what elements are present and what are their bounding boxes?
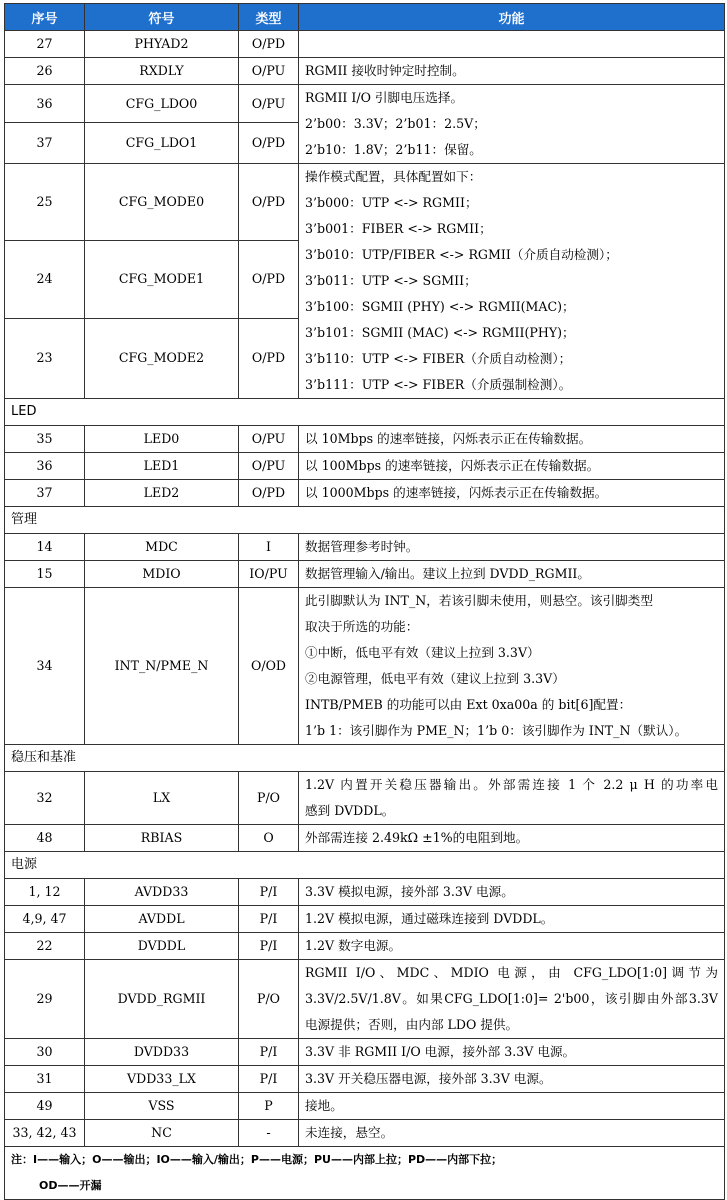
- pin-symbol: CFG_MODE2: [85, 318, 239, 398]
- pin-function-mode: [299, 164, 725, 399]
- pin-number: 25: [5, 164, 85, 241]
- pin-number: 37: [5, 480, 85, 507]
- pin-number: 15: [5, 561, 85, 588]
- table-row: [5, 164, 725, 241]
- pin-number: 27: [5, 31, 85, 58]
- function-line: 3’b110：UTP <-> FIBER（介质自动检测）；: [305, 351, 572, 366]
- function-line: 3’b111：UTP <-> FIBER（介质强制检测）。: [305, 377, 572, 392]
- function-line: 取决于所选的功能：: [305, 619, 419, 634]
- pin-symbol: CFG_LDO1: [85, 123, 239, 164]
- table-row: [5, 561, 725, 588]
- pin-type: O/PD: [239, 31, 299, 58]
- note-line: OD——开漏: [39, 1179, 102, 1192]
- section-title: 稳压和基准: [5, 745, 725, 772]
- pin-type: IO/PU: [239, 561, 299, 588]
- pin-symbol: MDC: [85, 534, 239, 561]
- pin-type: O/PD: [239, 241, 299, 318]
- function-line: 2’b00：3.3V；2’b01：2.5V；: [305, 116, 486, 131]
- function-line: ②电源管理，低电平有效（建议上拉到 3.3V）: [305, 671, 565, 686]
- pin-description-table-wrapper: [4, 3, 724, 1200]
- function-line: 3’b100：SGMII (PHY) <-> RGMII(MAC)；: [305, 299, 575, 314]
- pin-type: P/O: [239, 772, 299, 825]
- pin-function-ldo: [299, 85, 725, 164]
- note-row: [5, 1147, 725, 1200]
- table-header-row: [5, 4, 725, 31]
- pin-function: RGMII 接收时钟定时控制。: [299, 58, 725, 85]
- pin-symbol: LED1: [85, 453, 239, 480]
- pin-function-lx: [299, 772, 725, 825]
- pin-symbol: AVDDL: [85, 906, 239, 933]
- pin-function: 以 1000Mbps 的速率链接，闪烁表示正在传输数据。: [299, 480, 725, 507]
- header-type: 类型: [239, 4, 299, 31]
- table-row: [5, 1066, 725, 1093]
- pin-type: P/I: [239, 1039, 299, 1066]
- pin-symbol: MDIO: [85, 561, 239, 588]
- table-row: [5, 31, 725, 58]
- table-row: [5, 906, 725, 933]
- pin-symbol: PHYAD2: [85, 31, 239, 58]
- section-title: 电源: [5, 852, 725, 879]
- pin-type: O/PU: [239, 58, 299, 85]
- function-line: INTB/PMEB 的功能可以由 Ext 0xa00a 的 bit[6]配置：: [305, 697, 632, 712]
- function-line: 操作模式配置，具体配置如下：: [305, 169, 482, 184]
- table-row: [5, 588, 725, 745]
- pin-number: 26: [5, 58, 85, 85]
- function-line: 1’b 1：该引脚作为 PME_N；1’b 0：该引脚作为 INT_N（默认）。: [305, 723, 688, 738]
- table-row: [5, 825, 725, 852]
- function-line: 此引脚默认为 INT_N，若该引脚未使用，则悬空。该引脚类型: [305, 593, 653, 608]
- pin-symbol: LX: [85, 772, 239, 825]
- pin-type: O/PD: [239, 164, 299, 241]
- section-row-regulator: [5, 745, 725, 772]
- pin-number: 31: [5, 1066, 85, 1093]
- function-line: ①中断，低电平有效（建议上拉到 3.3V）: [305, 645, 540, 660]
- header-function: 功能: [299, 4, 725, 31]
- pin-number: 35: [5, 426, 85, 453]
- function-line: RGMII I/O 引脚电压选择。: [305, 90, 464, 105]
- pin-number: 22: [5, 933, 85, 960]
- pin-number: 37: [5, 123, 85, 164]
- pin-symbol: VDD33_LX: [85, 1066, 239, 1093]
- pin-type: O/OD: [239, 588, 299, 745]
- pin-function: 数据管理参考时钟。: [299, 534, 725, 561]
- pin-type: O/PD: [239, 318, 299, 398]
- pin-symbol: DVDDL: [85, 933, 239, 960]
- pin-symbol: NC: [85, 1120, 239, 1147]
- pin-type: -: [239, 1120, 299, 1147]
- pin-function: 数据管理输入/输出。建议上拉到 DVDD_RGMII。: [299, 561, 725, 588]
- pin-function: 1.2V 数字电源。: [299, 933, 725, 960]
- note-line: 注：I——输入；O——输出；IO——输入/输出；P——电源；PU——内部上拉；PD——内部下拉；: [11, 1153, 503, 1166]
- function-line: 3’b011：UTP <-> SGMII；: [305, 273, 477, 288]
- pin-function: 以 10Mbps 的速率链接，闪烁表示正在传输数据。: [299, 426, 725, 453]
- pin-number: 29: [5, 960, 85, 1039]
- pin-function: [299, 31, 725, 58]
- function-line: 3’b101：SGMII (MAC) <-> RGMII(PHY)；: [305, 325, 575, 340]
- table-row: [5, 480, 725, 507]
- pin-symbol: DVDD_RGMII: [85, 960, 239, 1039]
- pin-symbol: CFG_MODE0: [85, 164, 239, 241]
- pin-function: 以 100Mbps 的速率链接，闪烁表示正在传输数据。: [299, 453, 725, 480]
- pin-type: O: [239, 825, 299, 852]
- pin-number: 30: [5, 1039, 85, 1066]
- table-row: [5, 933, 725, 960]
- function-line: 3’b000：UTP <-> RGMII；: [305, 195, 478, 210]
- table-row: [5, 879, 725, 906]
- function-line: 3’b010：UTP/FIBER <-> RGMII（介质自动检测）；: [305, 247, 618, 262]
- function-line: 电源提供；否则，由内部 LDO 提供。: [305, 1017, 519, 1032]
- pin-symbol: AVDD33: [85, 879, 239, 906]
- pin-description-table: [4, 3, 725, 1200]
- pin-function: 接地。: [299, 1093, 725, 1120]
- pin-number: 4,9, 47: [5, 906, 85, 933]
- table-row: [5, 960, 725, 1039]
- pin-number: 48: [5, 825, 85, 852]
- pin-number: 14: [5, 534, 85, 561]
- section-title: LED: [5, 399, 725, 426]
- header-number: 序号: [5, 4, 85, 31]
- pin-number: 36: [5, 453, 85, 480]
- pin-function: 未连接，悬空。: [299, 1120, 725, 1147]
- pin-number: 23: [5, 318, 85, 398]
- function-line: 1.2V 内置开关稳压器输出。外部需连接 1 个 2.2 μ H 的功率电: [305, 777, 718, 792]
- pin-type: O/PU: [239, 85, 299, 123]
- pin-function: 外部需连接 2.49kΩ ±1%的电阻到地。: [299, 825, 725, 852]
- pin-symbol: CFG_MODE1: [85, 241, 239, 318]
- table-row: [5, 1120, 725, 1147]
- pin-type: O/PD: [239, 480, 299, 507]
- function-line: 3’b001：FIBER <-> RGMII；: [305, 221, 492, 236]
- pin-symbol: CFG_LDO0: [85, 85, 239, 123]
- pin-type: P/I: [239, 933, 299, 960]
- pin-type: P: [239, 1093, 299, 1120]
- table-row: [5, 1039, 725, 1066]
- section-row-management: [5, 507, 725, 534]
- pin-type: O/PU: [239, 426, 299, 453]
- pin-symbol: RBIAS: [85, 825, 239, 852]
- pin-number: 34: [5, 588, 85, 745]
- table-note: [5, 1147, 725, 1200]
- pin-function: 3.3V 非 RGMII I/O 电源，接外部 3.3V 电源。: [299, 1039, 725, 1066]
- table-row: [5, 426, 725, 453]
- table-row: [5, 58, 725, 85]
- pin-type: O/PD: [239, 123, 299, 164]
- function-line: 2’b10：1.8V；2’b11：保留。: [305, 142, 482, 157]
- pin-number: 36: [5, 85, 85, 123]
- pin-symbol: LED2: [85, 480, 239, 507]
- pin-function-int: [299, 588, 725, 745]
- pin-function: 3.3V 模拟电源，接外部 3.3V 电源。: [299, 879, 725, 906]
- pin-number: 33, 42, 43: [5, 1120, 85, 1147]
- function-line: RGMII I/O、MDC、MDIO 电源，由 CFG_LDO[1:0]调节为: [305, 965, 718, 980]
- section-row-power: [5, 852, 725, 879]
- pin-number: 1, 12: [5, 879, 85, 906]
- pin-number: 49: [5, 1093, 85, 1120]
- pin-type: P/I: [239, 1066, 299, 1093]
- pin-type: P/I: [239, 879, 299, 906]
- pin-symbol: RXDLY: [85, 58, 239, 85]
- pin-function-dvdd-rgmii: [299, 960, 725, 1039]
- pin-function: 3.3V 开关稳压器电源，接外部 3.3V 电源。: [299, 1066, 725, 1093]
- function-line: 3.3V/2.5V/1.8V。如果CFG_LDO[1:0]= 2'b00，该引脚由外部3.3V: [305, 991, 718, 1006]
- pin-type: P/O: [239, 960, 299, 1039]
- pin-symbol: LED0: [85, 426, 239, 453]
- pin-type: P/I: [239, 906, 299, 933]
- pin-symbol: VSS: [85, 1093, 239, 1120]
- table-row: [5, 453, 725, 480]
- pin-number: 32: [5, 772, 85, 825]
- pin-symbol: DVDD33: [85, 1039, 239, 1066]
- pin-type: O/PU: [239, 453, 299, 480]
- function-line: 感到 DVDDL。: [305, 803, 395, 818]
- table-row: [5, 85, 725, 123]
- table-row: [5, 772, 725, 825]
- pin-function: 1.2V 模拟电源，通过磁珠连接到 DVDDL。: [299, 906, 725, 933]
- pin-symbol: INT_N/PME_N: [85, 588, 239, 745]
- pin-number: 24: [5, 241, 85, 318]
- pin-type: I: [239, 534, 299, 561]
- table-row: [5, 534, 725, 561]
- section-title: 管理: [5, 507, 725, 534]
- section-row-led: [5, 399, 725, 426]
- header-symbol: 符号: [85, 4, 239, 31]
- table-row: [5, 1093, 725, 1120]
